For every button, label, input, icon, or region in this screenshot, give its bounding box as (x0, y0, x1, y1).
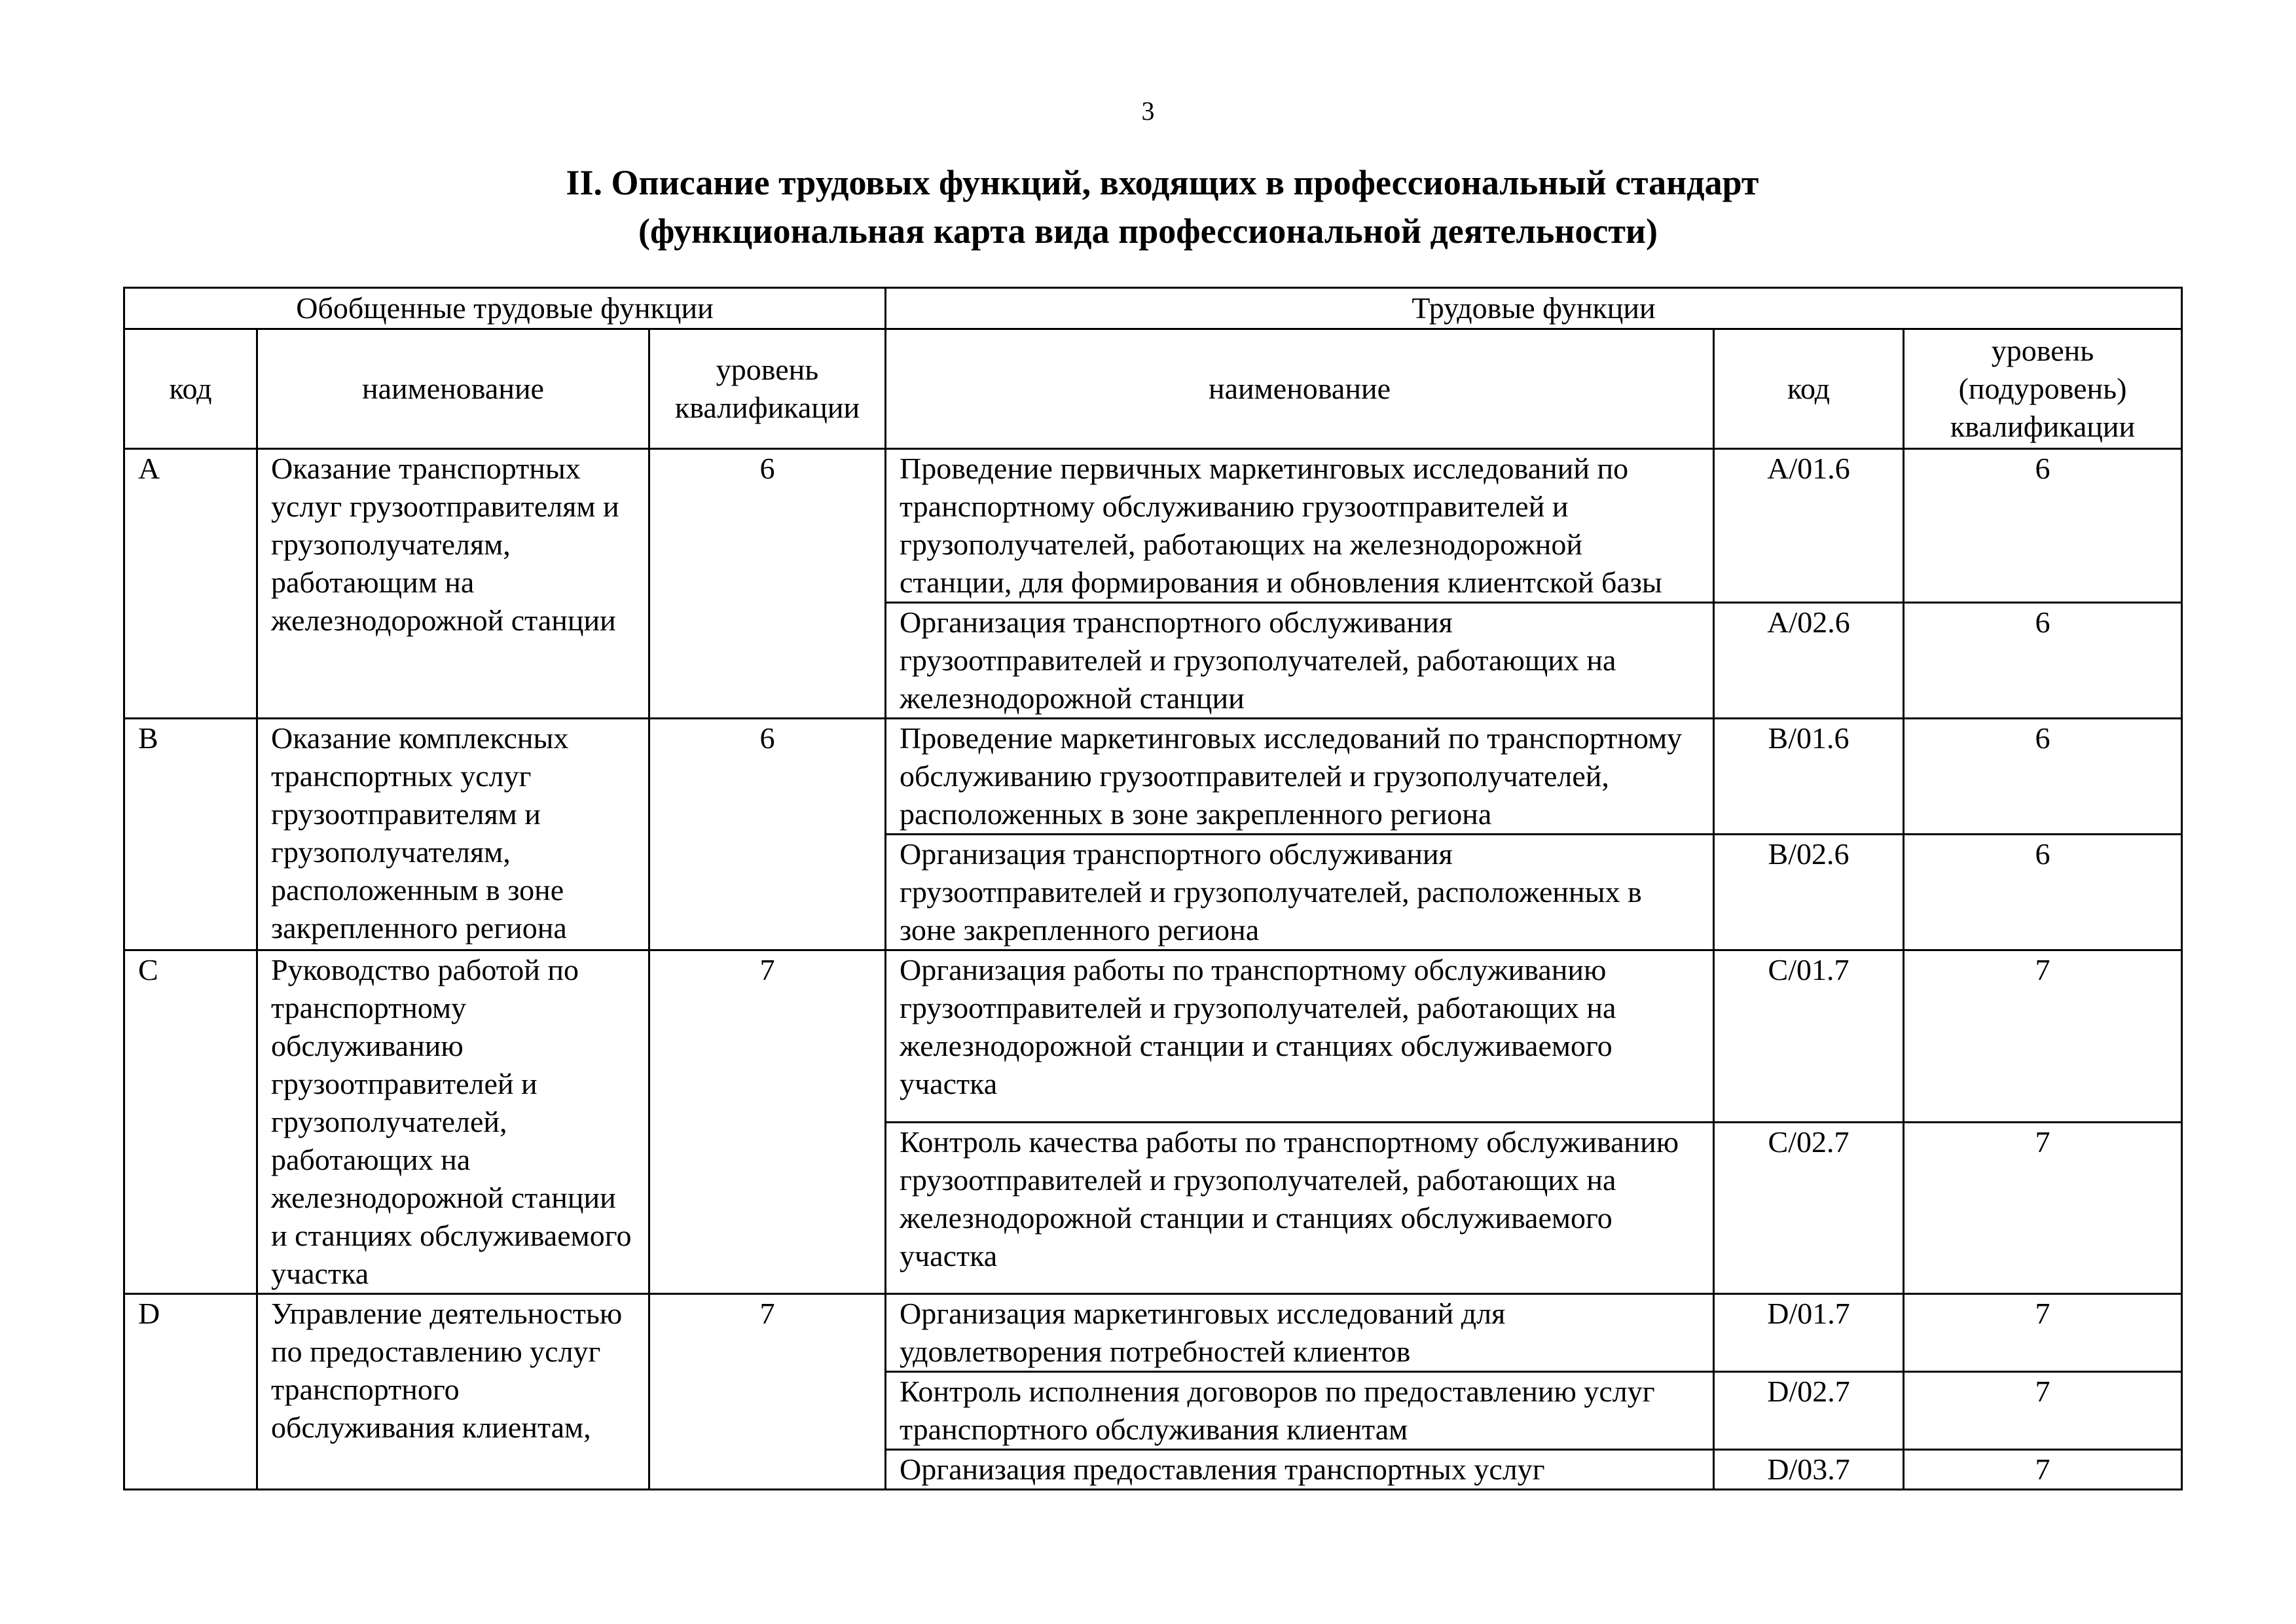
labor-function-name: Контроль исполнения договоров по предоставлению услуг транспортного обслуживания клиентам (886, 1372, 1714, 1450)
gen-function-level: 6 (649, 449, 886, 719)
generalized-functions-header: Обобщенные трудовые функции (124, 288, 886, 329)
labor-function-name: Организация предоставления транспортных услуг (886, 1450, 1714, 1490)
gen-function-code: B (124, 719, 257, 950)
gen-level-header: уровень квалификации (649, 329, 886, 449)
labor-function-code: C/01.7 (1714, 950, 1904, 1123)
gen-name-header: наименование (257, 329, 649, 449)
labor-function-name: Организация работы по транспортному обслуживанию грузоотправителей и грузополучателей, работающих на железнодорожной станции и станциях обслуживаемого участка (886, 950, 1714, 1123)
labor-function-code: D/02.7 (1714, 1372, 1904, 1450)
labor-function-code: D/01.7 (1714, 1294, 1904, 1372)
labor-function-code: C/02.7 (1714, 1122, 1904, 1294)
gen-function-name: Руководство работой по транспортному обслуживанию грузоотправителей и грузополучателей, работающих на железнодорожной станции и станциях обслуживаемого участка (257, 950, 649, 1294)
title-line-1: II. Описание трудовых функций, входящих в профессиональный стандарт (566, 163, 1759, 202)
labor-function-level: 7 (1904, 1294, 2182, 1372)
labor-function-code: A/02.6 (1714, 603, 1904, 719)
table-row (124, 449, 2182, 603)
labor-function-level: 6 (1904, 719, 2182, 835)
gen-function-name: Оказание комплексных транспортных услуг грузоотправителям и грузополучателям, расположенным в зоне закрепленного региона (257, 719, 649, 950)
labor-function-name: Организация маркетинговых исследований для удовлетворения потребностей клиентов (886, 1294, 1714, 1372)
group-header-row (124, 288, 2182, 329)
gen-function-name: Оказание транспортных услуг грузоотправителям и грузополучателям, работающим на железнодорожной станции (257, 449, 649, 719)
labor-function-code: A/01.6 (1714, 449, 1904, 603)
labor-function-level: 7 (1904, 950, 2182, 1123)
title-line-2: (функциональная карта вида профессиональной деятельности) (638, 211, 1658, 251)
page-title (0, 158, 2296, 255)
gen-function-level: 6 (649, 719, 886, 950)
labor-function-level: 6 (1904, 603, 2182, 719)
table-row (124, 1294, 2182, 1372)
table-row (124, 950, 2182, 1123)
labor-function-name: Проведение первичных маркетинговых исследований по транспортному обслуживанию грузоотправителей и грузополучателей, работающих на железнодорожной станции, для формирования и обновления клиентской базы (886, 449, 1714, 603)
gen-code-header: код (124, 329, 257, 449)
fn-level-header: уровень (подуровень) квалификации (1904, 329, 2182, 449)
labor-function-name: Проведение маркетинговых исследований по транспортному обслуживанию грузоотправителей и грузополучателей, расположенных в зоне закрепленного региона (886, 719, 1714, 835)
functional-map-table (123, 287, 2183, 1490)
gen-function-code: A (124, 449, 257, 719)
gen-function-name: Управление деятельностью по предоставлению услуг транспортного обслуживания клиентам, (257, 1294, 649, 1490)
labor-functions-header: Трудовые функции (886, 288, 2182, 329)
gen-function-level: 7 (649, 950, 886, 1294)
labor-function-level: 7 (1904, 1450, 2182, 1490)
labor-function-code: B/01.6 (1714, 719, 1904, 835)
gen-function-code: C (124, 950, 257, 1294)
gen-function-code: D (124, 1294, 257, 1490)
fn-code-header: код (1714, 329, 1904, 449)
labor-function-code: D/03.7 (1714, 1450, 1904, 1490)
gen-function-level: 7 (649, 1294, 886, 1490)
column-header-row (124, 329, 2182, 449)
labor-function-level: 6 (1904, 449, 2182, 603)
labor-function-name: Организация транспортного обслуживания грузоотправителей и грузополучателей, расположенных в зоне закрепленного региона (886, 835, 1714, 950)
labor-function-level: 7 (1904, 1372, 2182, 1450)
labor-function-name: Контроль качества работы по транспортному обслуживанию грузоотправителей и грузополучателей, работающих на железнодорожной станции и станциях обслуживаемого участка (886, 1122, 1714, 1294)
labor-function-level: 7 (1904, 1122, 2182, 1294)
labor-function-level: 6 (1904, 835, 2182, 950)
labor-function-name: Организация транспортного обслуживания грузоотправителей и грузополучателей, работающих на железнодорожной станции (886, 603, 1714, 719)
labor-function-code: B/02.6 (1714, 835, 1904, 950)
page-number: 3 (1141, 96, 1155, 126)
table-row (124, 719, 2182, 835)
fn-name-header: наименование (886, 329, 1714, 449)
